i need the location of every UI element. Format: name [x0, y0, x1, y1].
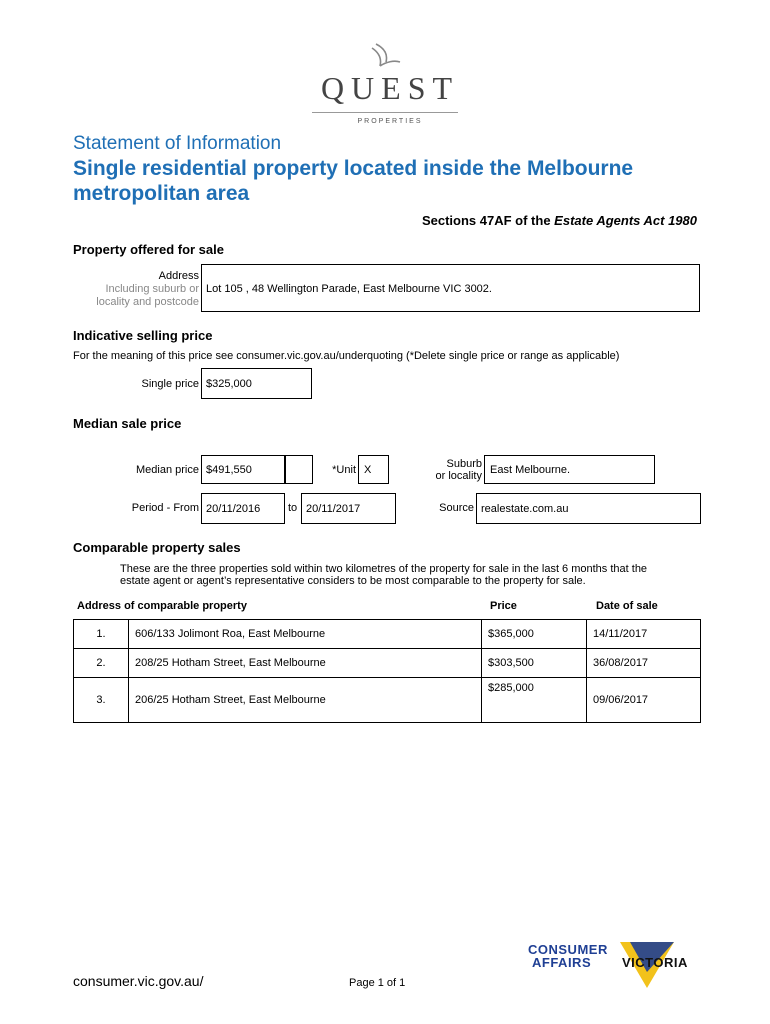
- row-number: 3.: [74, 678, 129, 723]
- period-from-value: 20/11/2016: [206, 503, 261, 515]
- suburb-field[interactable]: [484, 455, 655, 484]
- row-date: 09/06/2017: [587, 678, 701, 723]
- property-heading: Property offered for sale: [73, 242, 224, 257]
- single-price-field[interactable]: [201, 368, 312, 399]
- table-row: [74, 620, 701, 649]
- row-price: $365,000: [482, 620, 587, 649]
- row-address: 206/25 Hotham Street, East Melbourne: [129, 678, 482, 723]
- statement-heading: Statement of Information: [73, 133, 282, 154]
- quest-brand-text: QUEST: [320, 70, 460, 106]
- period-to-label: to: [288, 502, 298, 514]
- address-value: Lot 105 , 48 Wellington Parade, East Melbourne VIC 3002.: [206, 283, 492, 295]
- address-label: Address: [158, 270, 199, 282]
- comparable-desc1: These are the three properties sold within two kilometres of the property for sale in the last 6 months that the: [120, 563, 648, 575]
- period-to-value: 20/11/2017: [306, 503, 361, 515]
- source-field[interactable]: [476, 493, 701, 524]
- page-number: Page 1 of 1: [349, 977, 406, 989]
- sections-act: Estate Agents Act 1980: [554, 213, 697, 228]
- median-heading: Median sale price: [73, 416, 182, 431]
- suburb-label1: Suburb: [446, 458, 482, 470]
- indicative-heading: Indicative selling price: [73, 328, 213, 343]
- median-price-label: Median price: [136, 464, 199, 476]
- col-date-header: Date of sale: [596, 600, 658, 612]
- page-title-line1: Single residential property located inside the Melbourne: [73, 157, 634, 180]
- row-price: $303,500: [482, 649, 587, 678]
- period-to-field[interactable]: [301, 493, 396, 524]
- median-price-field[interactable]: [201, 455, 285, 484]
- cav-line3: VICTORIA: [622, 955, 688, 970]
- address-sublabel2: locality and postcode: [96, 296, 199, 308]
- logo-divider: [312, 112, 458, 113]
- median-blank-field[interactable]: [285, 455, 313, 484]
- source-value: realestate.com.au: [481, 503, 569, 515]
- comparable-heading: Comparable property sales: [73, 540, 241, 555]
- table-row: [74, 678, 701, 723]
- unit-value: X: [364, 464, 372, 476]
- unit-field[interactable]: [358, 455, 389, 484]
- row-number: 1.: [74, 620, 129, 649]
- period-label: Period - From: [131, 502, 199, 514]
- footer-url[interactable]: consumer.vic.gov.au/: [73, 973, 204, 989]
- sections-prefix: Sections 47AF of the: [421, 213, 555, 228]
- address-field[interactable]: [201, 264, 700, 312]
- address-sublabel1: Including suburb or: [105, 283, 199, 295]
- cav-line1: CONSUMER: [528, 942, 608, 957]
- comparable-table: [73, 619, 701, 723]
- median-price-value: $491,550: [206, 464, 252, 476]
- col-price-header: Price: [490, 600, 517, 612]
- row-address: 606/133 Jolimont Roa, East Melbourne: [129, 620, 482, 649]
- row-number: 2.: [74, 649, 129, 678]
- table-row: [74, 649, 701, 678]
- row-price: $285,000: [482, 678, 587, 723]
- quest-logo: [300, 40, 470, 132]
- col-address-header: Address of comparable property: [77, 600, 247, 612]
- row-address: 208/25 Hotham Street, East Melbourne: [129, 649, 482, 678]
- period-from-field[interactable]: [201, 493, 285, 524]
- comparable-desc2: estate agent or agent’s representative considers to be most comparable to the property for sale.: [120, 575, 586, 587]
- row-date: 36/08/2017: [587, 649, 701, 678]
- unit-label: *Unit: [332, 464, 356, 476]
- suburb-value: East Melbourne.: [490, 464, 571, 476]
- sections-line: [422, 213, 697, 228]
- row-date: 14/11/2017: [587, 620, 701, 649]
- single-price-label: Single price: [141, 378, 199, 390]
- cav-line2: AFFAIRS: [532, 955, 592, 970]
- cav-logo: [528, 940, 706, 990]
- suburb-label2: or locality: [435, 470, 482, 482]
- indicative-note: For the meaning of this price see consumer.vic.gov.au/underquoting (*Delete single price or range as applicable): [73, 350, 620, 362]
- source-label: Source: [439, 502, 474, 514]
- quest-sub-text: PROPERTIES: [357, 118, 423, 125]
- page-title-line2: metropolitan area: [73, 182, 250, 205]
- single-price-value: $325,000: [206, 378, 252, 390]
